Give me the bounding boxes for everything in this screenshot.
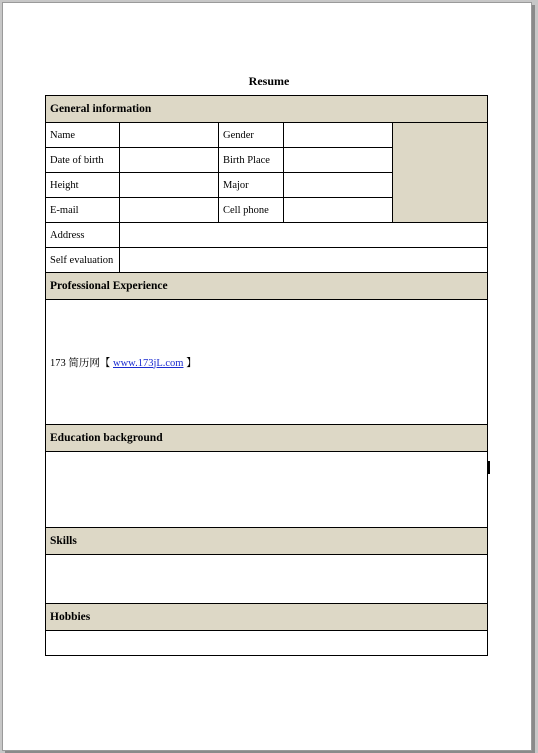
section-header-hobbies [46, 604, 488, 631]
value-birth-place[interactable] [284, 148, 393, 173]
value-height[interactable] [120, 173, 219, 198]
label-address: Address [46, 223, 120, 248]
experience-body-row [46, 300, 488, 425]
label-gender: Gender [219, 123, 284, 148]
label-major: Major [219, 173, 284, 198]
section-header-general [46, 96, 488, 123]
experience-suffix: 】 [183, 357, 197, 369]
label-cell-phone: Cell phone [219, 198, 284, 223]
page-title: Resume [248, 74, 290, 88]
section-header-experience [46, 273, 488, 300]
photo-cell[interactable] [393, 123, 488, 223]
website-link[interactable]: www.173jL.com [113, 357, 184, 369]
skills-body-row [46, 555, 488, 604]
value-date-of-birth[interactable] [120, 148, 219, 173]
label-email: E-mail [46, 198, 120, 223]
table-row [46, 123, 488, 148]
value-major[interactable] [284, 173, 393, 198]
value-address[interactable] [120, 223, 488, 248]
table-row [46, 223, 488, 248]
label-name: Name [46, 123, 120, 148]
resume-table [45, 95, 488, 656]
value-gender[interactable] [284, 123, 393, 148]
experience-prefix: 173 简历网【 [50, 357, 113, 369]
label-height: Height [46, 173, 120, 198]
section-title-general: General information [46, 96, 488, 123]
value-name[interactable] [120, 123, 219, 148]
section-header-education [46, 425, 488, 452]
section-title-experience: Professional Experience [46, 273, 488, 300]
label-birth-place: Birth Place [219, 148, 284, 173]
experience-content[interactable] [46, 300, 488, 425]
table-row [46, 248, 488, 273]
education-body-row [46, 452, 488, 528]
text-cursor [488, 461, 490, 474]
value-email[interactable] [120, 198, 219, 223]
hobbies-content[interactable] [46, 631, 488, 656]
value-cell-phone[interactable] [284, 198, 393, 223]
education-content[interactable] [46, 452, 488, 528]
section-header-skills [46, 528, 488, 555]
skills-content[interactable] [46, 555, 488, 604]
label-date-of-birth: Date of birth [46, 148, 120, 173]
label-self-evaluation: Self evaluation [46, 248, 120, 273]
section-title-hobbies: Hobbies [46, 604, 488, 631]
section-title-skills: Skills [46, 528, 488, 555]
hobbies-body-row [46, 631, 488, 656]
value-self-evaluation[interactable] [120, 248, 488, 273]
section-title-education: Education background [46, 425, 488, 452]
